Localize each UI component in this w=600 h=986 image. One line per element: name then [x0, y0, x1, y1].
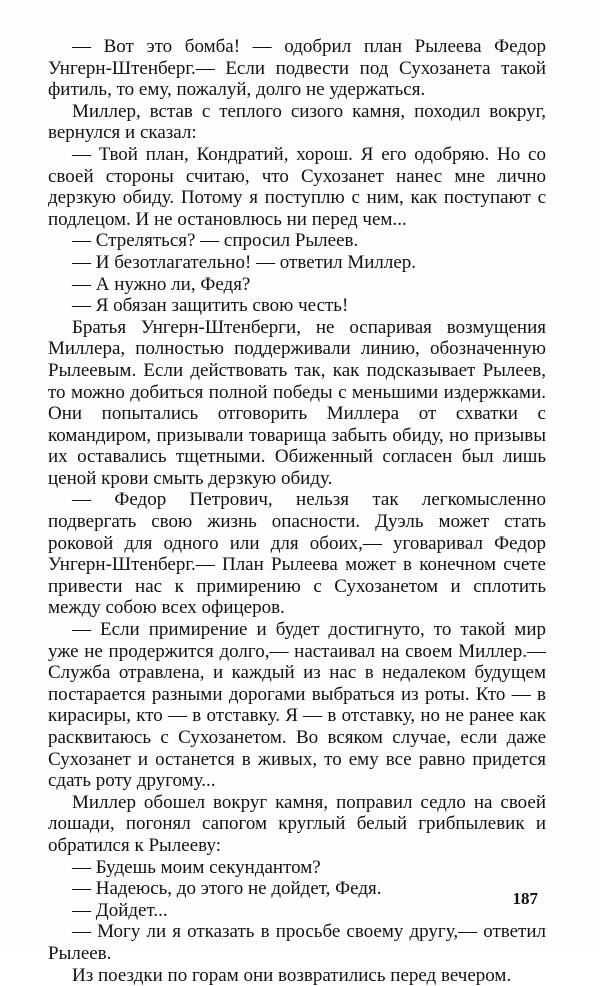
paragraph-2: Миллер, встав с теплого сизого камня, походил вокруг, вернулся и сказал:	[48, 100, 546, 144]
paragraph-10: — Если примирение и будет достигнуто, то такой мир уже не продержится долго,— настаивал на своем Миллер.— Служба отравлена, и каждый из нас в недалеком будущем постарается разными дорогами выбраться из роты. Кто — в кирасиры, кто — в отставку. Я — в отставку, но не ранее как расквитаюсь с Сухозанетом. Во всяком случае, если даже Сухозанет и останется в живых, то ему все равно придется сдать роту другому...	[48, 619, 546, 792]
page-number: 187	[512, 889, 538, 908]
paragraph-11: Миллер обошел вокруг камня, поправил седло на своей лошади, погонял сапогом круглый белый грибпылевик и обратился к Рылееву:	[48, 791, 546, 856]
paragraph-5: — И безотлагательно! — ответил Миллер.	[72, 251, 417, 273]
paragraph-16: Из поездки по горам они возвратились перед вечером.	[72, 964, 512, 986]
paragraph-1: — Вот это бомба! — одобрил план Рылеева Федор Унгерн-Штенберг.— Если подвести под Сухозанета такой фитиль, то ему, пожалуй, долго не удержаться.	[48, 36, 546, 101]
paragraph-7: — Я обязан защитить свою честь!	[72, 295, 349, 317]
paragraph-6: — А нужно ли, Федя?	[72, 273, 251, 295]
paragraph-14: — Дойдет...	[72, 899, 168, 921]
paragraph-8: Братья Унгерн-Штенберги, не оспаривая возмущения Миллера, полностью поддерживали линию, обозначенную Рылеевым. Если действовать так, как подсказывает Рылеев, то можно добиться полной победы с меньшими издержками. Они попытались отговорить Миллера от схватки с командиром, призывали товарища забыть обиду, но призывы их оставались тщетными. Обиженный согласен был лишь ценой крови смыть дерзкую обиду.	[48, 316, 546, 489]
paragraph-12: — Будешь моим секундантом?	[72, 856, 321, 878]
paragraph-3: — Твой план, Кондратий, хорош. Я его одобряю. Но со своей стороны считаю, что Сухозанет нанес мне лично дерзкую обиду. Потому я поступлю с ним, как поступают с подлецом. И не остановлюсь ни перед чем...	[48, 143, 546, 230]
paragraph-15: — Могу ли я отказать в просьбе своему другу,— ответил Рылеев.	[48, 921, 546, 964]
paragraph-13: — Надеюсь, до этого не дойдет, Федя.	[72, 878, 382, 900]
paragraph-9: — Федор Петрович, нельзя так легкомысленно подвергать свою жизнь опасности. Дуэль может стать роковой для одного или для обоих,— уговаривал Федор Унгерн-Штенберг.— План Рылеева может в конечном счете привести нас к примирению с Сухозанетом и сплотить между собою всех офицеров.	[48, 489, 546, 619]
paragraph-4: — Стреляться? — спросил Рылеев.	[72, 230, 359, 252]
page-text	[48, 36, 546, 986]
